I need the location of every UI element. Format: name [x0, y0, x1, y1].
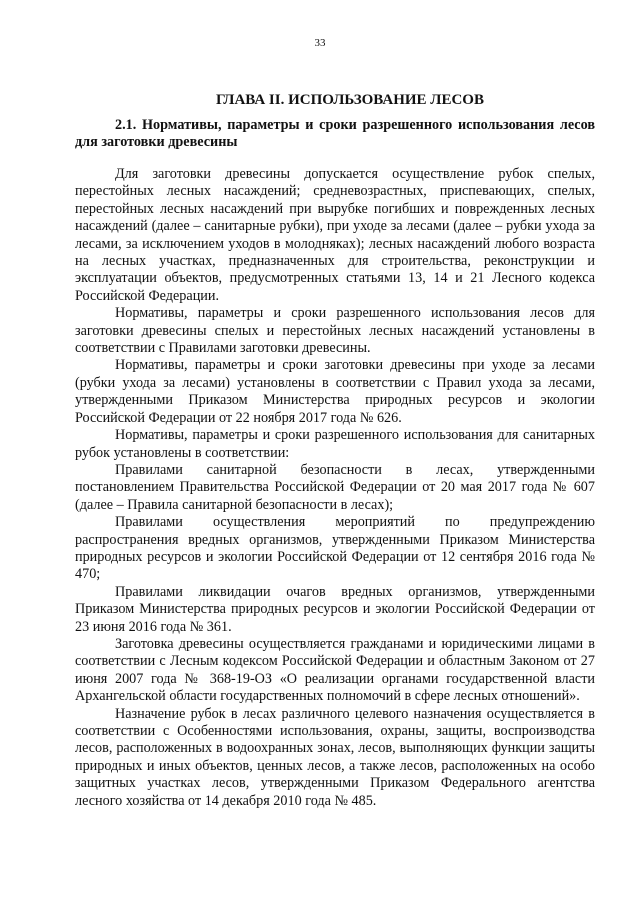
paragraph: Правилами санитарной безопасности в лесах, утвержденными постановлением Правительства Российской Федерации от 20 мая 2017 года № 607 (далее – Правила санитарной безопасности в лесах);: [75, 461, 595, 513]
paragraph: Для заготовки древесины допускается осуществление рубок спелых, перестойных лесных насаждений; средневозрастных, приспевающих, спелых, перестойных лесных насаждений при вырубке погибших и поврежденных лесных насаждений (далее – санитарные рубки), при уходе за лесами (далее – рубки ухода за лесами, за исключением уходов в молодняках); лесных насаждений любого возраста на лесных участках, предназначенных для строительства, реконструкции и эксплуатации объектов, предусмотренных статьями 13, 14 и 21 Лесного кодекса Российской Федерации.: [75, 166, 595, 304]
paragraph: Назначение рубок в лесах различного целевого назначения осуществляется в соответствии с Особенностями использования, охраны, защиты, воспроизводства лесов, расположенных в водоохранных зонах, лесов, выполняющих функции защиты природных и иных объектов, ценных лесов, а также лесов, расположенных на особо защитных участках лесов, утвержденными Приказом Федерального агентства лесного хозяйства от 14 декабря 2010 года № 485.: [75, 705, 595, 809]
paragraph: Правилами ликвидации очагов вредных организмов, утвержденными Приказом Министерства природных ресурсов и экологии Российской Федерации от 23 июня 2016 года № 361.: [75, 583, 595, 635]
chapter-title: ГЛАВА II. ИСПОЛЬЗОВАНИЕ ЛЕСОВ: [216, 92, 484, 108]
paragraph: Нормативы, параметры и сроки разрешенного использования для санитарных рубок установлены в соответствии:: [75, 427, 595, 461]
paragraph: Нормативы, параметры и сроки заготовки древесины при уходе за лесами (рубки ухода за лесами) установлены в соответствии с Правил ухода за лесами, утвержденными Приказом Министерства природных ресурсов и экологии Российской Федерации от 22 ноября 2017 года № 626.: [75, 357, 595, 426]
section-title: 2.1. Нормативы, параметры и сроки разрешенного использования лесов для заготовки древесины: [75, 117, 595, 150]
paragraph: Нормативы, параметры и сроки разрешенного использования лесов для заготовки древесины спелых и перестойных лесных насаждений установлены в соответствии с Правилами заготовки древесины.: [75, 305, 595, 357]
paragraph: Заготовка древесины осуществляется гражданами и юридическими лицами в соответствии с Лесным кодексом Российской Федерации и областным Законом от 27 июня 2007 года № 368-19-ОЗ «О реализации органами государственной власти Архангельской области государственных полномочий в сфере лесных отношений».: [75, 635, 595, 705]
paragraph: Правилами осуществления мероприятий по предупреждению распространения вредных организмов, утвержденными Приказом Министерства природных ресурсов и экологии Российской Федерации от 12 сентября 2016 года № 470;: [75, 514, 595, 583]
document-body: [75, 91, 595, 810]
page-number: 33: [314, 37, 326, 49]
